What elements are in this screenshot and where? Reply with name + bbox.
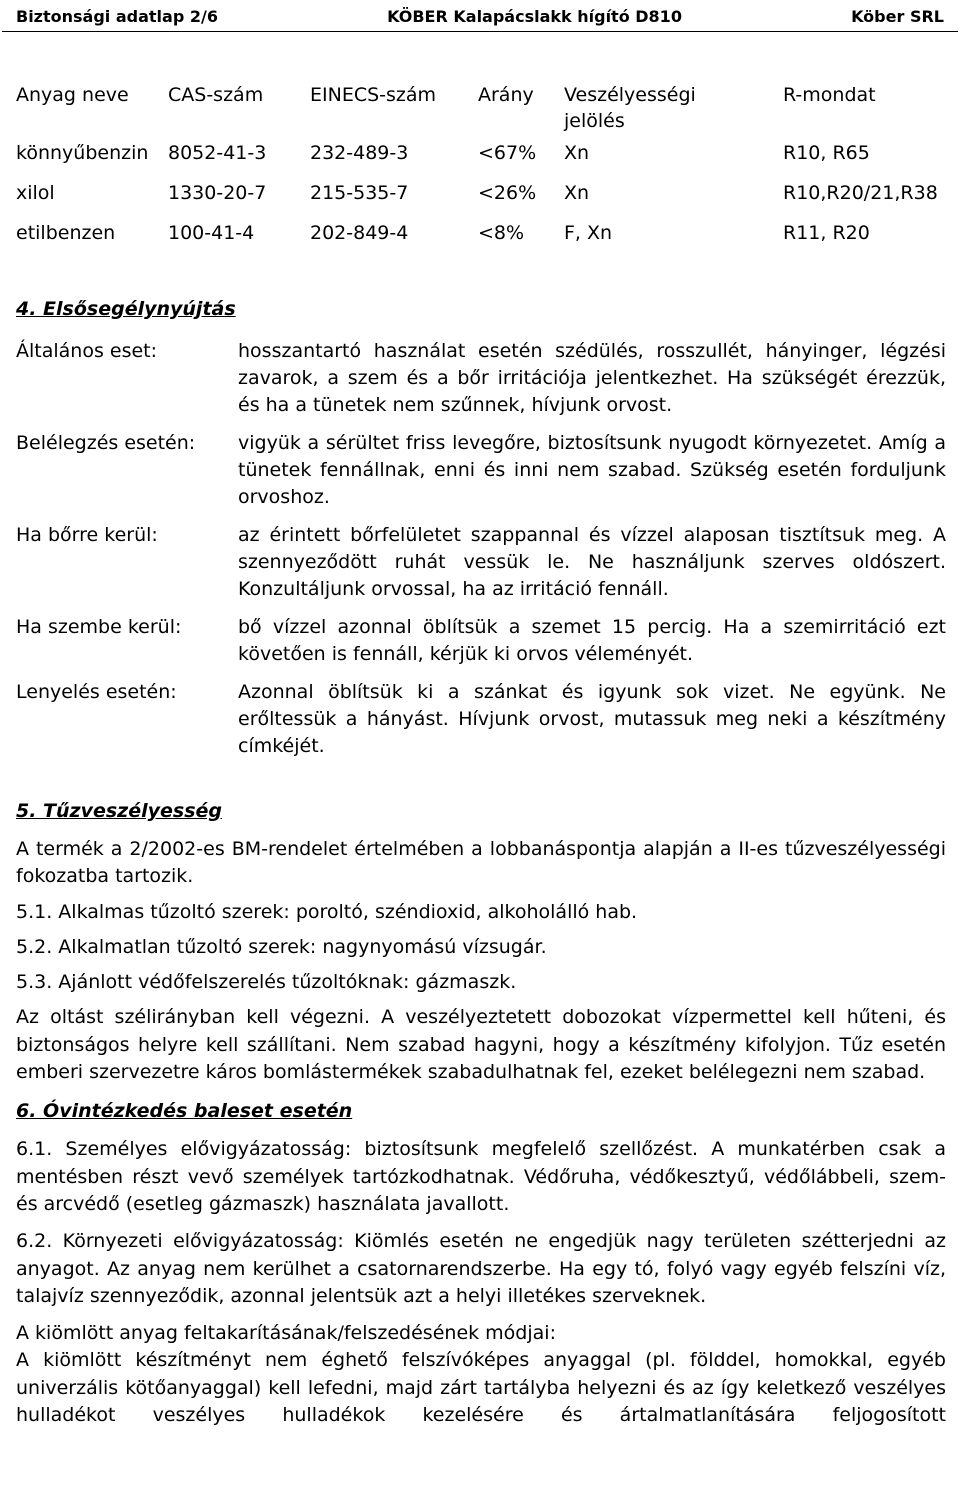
cleanup-paragraph: A kiömlött készítményt nem éghető felszívóképes anyaggal (pl. földdel, homokkal, egyéb univerzális kötőanyaggal) kell lefedni, majd zárt tartályba helyezni és az így keletkező veszélyes hulladékot veszélyes hulladékok kezelésére és ártalmatlanítására feljogosított bbox=[16, 1349, 946, 1427]
table-cell: 8052-41-3 bbox=[168, 142, 267, 164]
fire-item-5-2: 5.2. Alkalmatlan tűzoltó szerek: nagynyomású vízsugár. bbox=[16, 935, 547, 958]
column-header: R-mondat bbox=[783, 84, 876, 106]
column-header: EINECS-szám bbox=[310, 84, 437, 106]
header-divider bbox=[2, 31, 958, 32]
table-cell: 100-41-4 bbox=[168, 222, 255, 244]
header-document-title: Biztonsági adatlap 2/6 bbox=[16, 6, 218, 26]
table-cell: Xn bbox=[564, 142, 590, 164]
table-header-row bbox=[16, 82, 946, 140]
fire-closing-paragraph: Az oltást szélirányban kell végezni. A veszélyeztetett dobozokat vízpermettel kell hűteni, és biztonságos helyre kell szállítani. Nem szabad hagyni, hogy a készítmény kifolyjon. Tűz esetén emberi szervezetre káros bomlástermékek szabadulhatnak fel, ezeket belélegezni nem szabad. bbox=[16, 1006, 946, 1084]
table-cell: xilol bbox=[16, 182, 55, 204]
table-cell: <8% bbox=[478, 222, 525, 244]
table-cell: R10, R65 bbox=[783, 142, 870, 164]
first-aid-list bbox=[16, 338, 946, 760]
first-aid-text: hosszantartó használat esetén szédülés, rosszullét, hányinger, légzési zavarok, a szem és a bőr irritációja jelentkezhet. Ha szükségét érezzük, és ha a tünetek nem szűnnek, hívjunk orvost. bbox=[238, 340, 946, 416]
table-cell: <26% bbox=[478, 182, 537, 204]
column-header: Arány bbox=[478, 84, 534, 106]
first-aid-label: Lenyelés esetén: bbox=[16, 681, 177, 703]
column-header: CAS-szám bbox=[168, 84, 264, 106]
table-cell: etilbenzen bbox=[16, 222, 116, 244]
cleanup-heading: A kiömlött anyag feltakarításának/felszedésének módjai: bbox=[16, 1322, 556, 1345]
first-aid-label: Ha bőrre kerül: bbox=[16, 524, 158, 546]
first-aid-label: Ha szembe kerül: bbox=[16, 616, 182, 638]
column-header: Anyag neve bbox=[16, 84, 129, 106]
header-product-name: KÖBER Kalapácslakk hígító D810 bbox=[387, 6, 682, 26]
table-row bbox=[16, 140, 946, 180]
first-aid-label: Általános eset: bbox=[16, 340, 158, 362]
fire-item-5-1: 5.1. Alkalmas tűzoltó szerek: poroltó, széndioxid, alkoholálló hab. bbox=[16, 900, 638, 923]
first-aid-heading: 4. Elsősegélynyújtás bbox=[16, 298, 236, 320]
table-cell: F, Xn bbox=[564, 222, 613, 244]
header-company: Köber SRL bbox=[851, 6, 944, 26]
table-cell: könnyűbenzin bbox=[16, 142, 149, 164]
accident-section-heading: 6. Óvintézkedés baleset esetén bbox=[16, 1100, 353, 1123]
table-cell: R10,R20/21,R38 bbox=[783, 182, 938, 204]
table-row bbox=[16, 180, 946, 220]
table-cell: <67% bbox=[478, 142, 537, 164]
fire-intro-paragraph: A termék a 2/2002-es BM-rendelet értelmében a lobbanáspontja alapján a II-es tűzveszélyességi fokozatba tartozik. bbox=[16, 838, 946, 888]
accident-item-6-1: 6.1. Személyes elővigyázatosság: biztosítsunk megfelelő szellőzést. A munkatérben csak a mentésben részt vevő személyek tartózkodhatnak. Védőruha, védőkesztyű, védőlábbeli, szem- és arcvédő (esetleg gázmaszk) használata javallott. bbox=[16, 1138, 946, 1215]
first-aid-label: Belélegzés esetén: bbox=[16, 432, 196, 454]
column-header: Veszélyességi jelölés bbox=[564, 84, 696, 132]
document-body bbox=[16, 82, 946, 1429]
table-cell: Xn bbox=[564, 182, 590, 204]
table-cell: 232-489-3 bbox=[310, 142, 409, 164]
composition-table bbox=[16, 82, 946, 260]
first-aid-text: bő vízzel azonnal öblítsük a szemet 15 percig. Ha a szemirritáció ezt követően is fennáll, kérjük ki orvos véleményét. bbox=[238, 616, 946, 665]
table-cell: 215-535-7 bbox=[310, 182, 409, 204]
first-aid-text: az érintett bőrfelületet szappannal és vízzel alaposan tisztítsuk meg. A szennyeződött ruhát vessük le. Ne használjunk szerves oldószert. Konzultáljunk orvossal, ha az irritáció fennáll. bbox=[238, 524, 946, 600]
table-cell: R11, R20 bbox=[783, 222, 870, 244]
table-cell: 1330-20-7 bbox=[168, 182, 267, 204]
fire-section-heading: 5. Tűzveszélyesség bbox=[16, 800, 223, 822]
table-cell: 202-849-4 bbox=[310, 222, 409, 244]
first-aid-text: Azonnal öblítsük ki a szánkat és igyunk sok vizet. Ne együnk. Ne erőltessük a hányást. Hívjunk orvost, mutassuk meg neki a készítmény címkéjét. bbox=[238, 681, 946, 757]
first-aid-text: vigyük a sérültet friss levegőre, biztosítsunk nyugodt környezetet. Amíg a tünetek fennállnak, enni és inni nem szabad. Szükség esetén forduljunk orvoshoz. bbox=[238, 432, 946, 508]
table-row bbox=[16, 220, 946, 260]
fire-item-5-3: 5.3. Ajánlott védőfelszerelés tűzoltóknak: gázmaszk. bbox=[16, 971, 517, 994]
accident-item-6-2: 6.2. Környezeti elővigyázatosság: Kiömlés esetén ne engedjük nagy területen szétterjedni az anyagot. Az anyag nem kerülhet a csatornarendszerbe. Ha egy tó, folyó vagy egyéb felszíni víz, talajvíz szennyeződik, azonnal jelentsük azt a helyi illetékes szerveknek. bbox=[16, 1230, 946, 1307]
page-header bbox=[16, 4, 944, 28]
